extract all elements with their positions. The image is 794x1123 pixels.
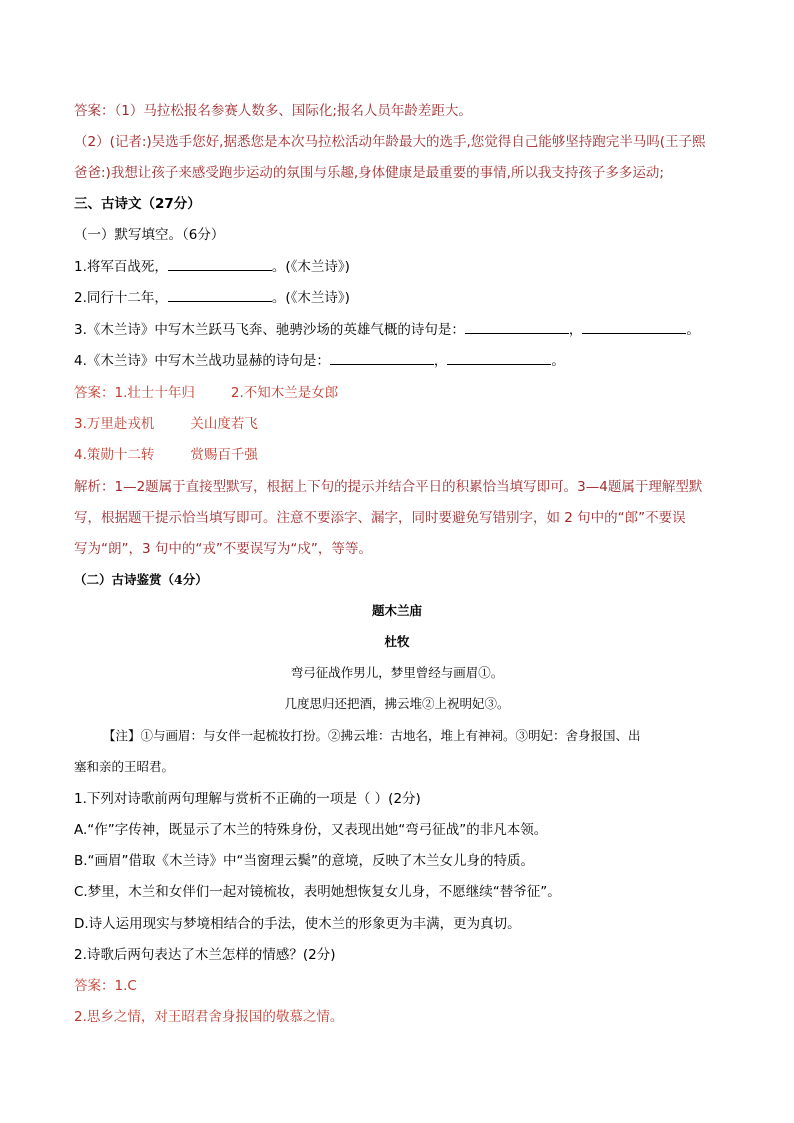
question-fill-1 <box>74 257 350 277</box>
poem-line-1: 弯弓征战作男儿，梦里曾经与画眉①。 <box>290 665 504 680</box>
question-fill-2 <box>74 288 350 308</box>
poem-title: 题木兰庙 <box>371 603 422 618</box>
q1-prefix: 1.将军百战死， <box>74 259 168 275</box>
option-a: A.“作”字传神，既显示了木兰的特殊身份，又表现出她“弯弓征战”的非凡本领。 <box>74 822 548 838</box>
q4-mid: ， <box>433 353 448 369</box>
poem-line-2: 几度思归还把酒，拂云堆②上祝明妃③。 <box>284 696 510 711</box>
q2-blank[interactable] <box>168 288 272 302</box>
q3-suffix: 。 <box>686 322 700 338</box>
answer-2-item-1: 答案：1.壮士十年归 <box>74 385 195 401</box>
answer-2-item-4a: 4.策勋十二转 <box>74 447 155 463</box>
answer-1-line-1 <box>74 101 472 121</box>
analysis-line-2: 写，根据题干提示恰当填写即可。注意不要添字、漏字，同时要避免写错别字，如 2 句中的“郎”不要误 <box>74 510 686 526</box>
answer-3-line-2: 2.思乡之情，对王昭君舍身报国的敬慕之情。 <box>74 1009 344 1025</box>
q4-prefix: 4.《木兰诗》中写木兰战功显赫的诗句是： <box>74 353 330 369</box>
q3-blank-a[interactable] <box>465 320 569 334</box>
option-c: C.梦里，木兰和女伴们一起对镜梳妆，表明她想恢复女儿身，不愿继续“替爷征”。 <box>74 884 561 900</box>
answer-1-line-3: 爸爸:)我想让孩子来感受跑步运动的氛围与乐趣,身体健康是最重要的事情,所以我支持孩子多多运动; <box>74 165 664 181</box>
answer-1-line-2: （2）(记者:)吴选手您好,据悉您是本次马拉松活动年龄最大的选手,您觉得自己能够坚持跑完半马吗(王子熙 <box>74 134 706 150</box>
answer-2-item-4b: 赏赐百千强 <box>190 447 258 463</box>
question-fill-4 <box>74 351 565 371</box>
q2-suffix: 。(《木兰诗》) <box>271 290 350 306</box>
answer-text: （1）马拉松报名参赛人数多、国际化;报名人员年龄差距大。 <box>114 103 472 119</box>
analysis-line-1: 解析：1—2题属于直接型默写，根据上下句的提示并结合平日的积累恰当填写即可。3—4题属于理解型默 <box>74 479 703 495</box>
answer-2-line-2 <box>74 414 258 434</box>
answer-2-item-2: 2.不知木兰是女郎 <box>230 385 339 401</box>
part-1-title: （一）默写填空。（6分） <box>74 227 225 243</box>
analysis-line-3: 写为“朗”，3 句中的“戎”不要误写为“戍”，等等。 <box>74 541 372 557</box>
answer-3-line-1: 答案：1.C <box>74 978 137 994</box>
poem-note-line-1: 【注】①与画眉：与女伴一起梳妆打扮。②拂云堆：古地名，堆上有神祠。③明妃：舍身报国、出 <box>103 728 641 743</box>
answer-2-item-3a: 3.万里赴戎机 <box>74 416 155 432</box>
q4-blank-a[interactable] <box>330 351 434 365</box>
q4-blank-b[interactable] <box>447 351 551 365</box>
question-fill-3 <box>74 320 700 340</box>
question-2: 2.诗歌后两句表达了木兰怎样的情感？(2分) <box>74 947 336 963</box>
section-title: 三、古诗文（27分） <box>74 196 201 212</box>
q1-blank[interactable] <box>168 257 272 271</box>
q1-suffix: 。(《木兰诗》) <box>271 259 350 275</box>
question-1: 1.下列对诗歌前两句理解与赏析不正确的一项是（ ）(2分) <box>74 791 421 807</box>
poem-note-line-2: 塞和亲的王昭君。 <box>74 759 175 774</box>
answer-2-item-3b: 关山度若飞 <box>190 416 258 432</box>
answer-label: 答案： <box>74 103 115 119</box>
q2-prefix: 2.同行十二年， <box>74 290 168 306</box>
option-d: D.诗人运用现实与梦境相结合的手法，使木兰的形象更为丰满，更为真切。 <box>74 916 521 932</box>
q4-suffix: 。 <box>551 353 565 369</box>
answer-2-line-3 <box>74 445 258 465</box>
q3-mid: ， <box>568 322 583 338</box>
q3-prefix: 3.《木兰诗》中写木兰跃马飞奔、驰骋沙场的英雄气概的诗句是： <box>74 322 465 338</box>
option-b: B.“画眉”借取《木兰诗》中“当窗理云鬓”的意境，反映了木兰女儿身的特质。 <box>74 853 535 869</box>
q3-blank-b[interactable] <box>582 320 686 334</box>
poem-author: 杜牧 <box>384 634 410 649</box>
answer-2-line-1 <box>74 383 338 403</box>
part-2-title: （二）古诗鉴赏（4分） <box>74 572 208 587</box>
